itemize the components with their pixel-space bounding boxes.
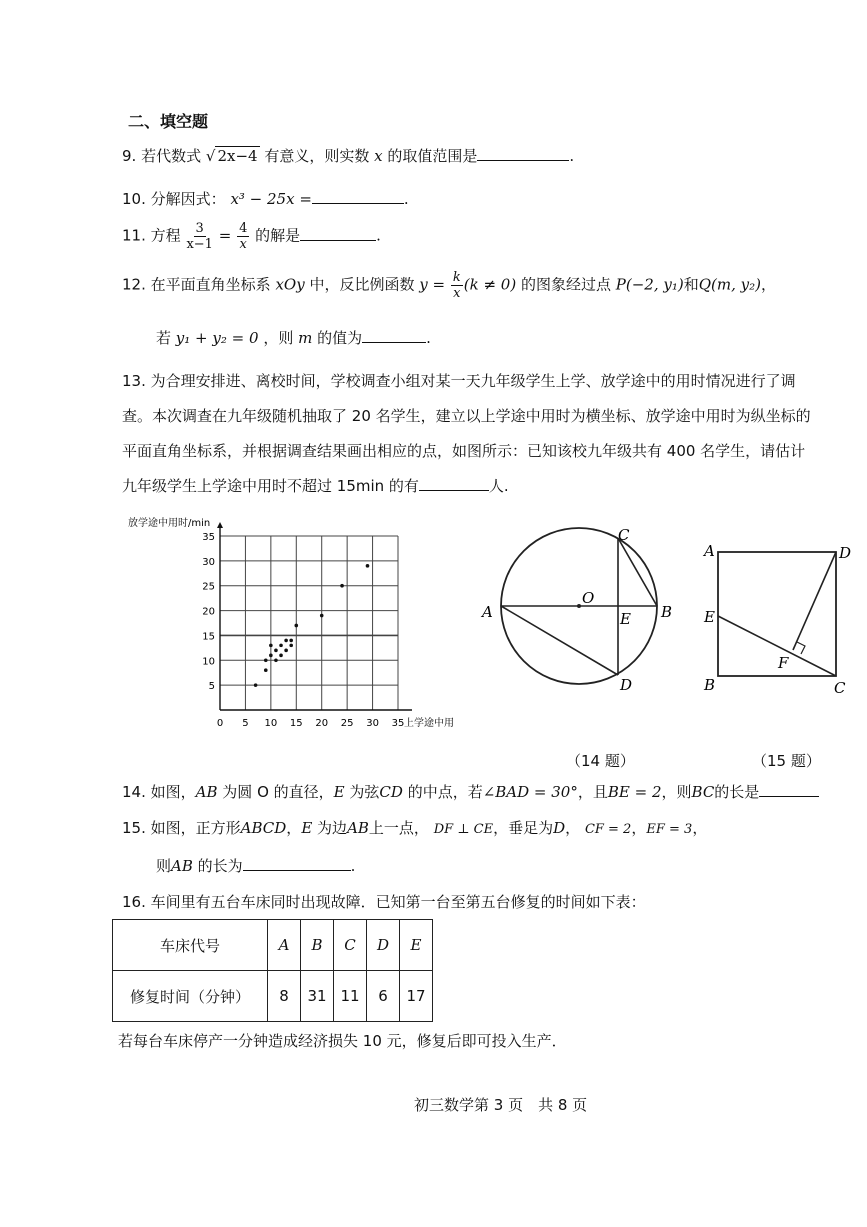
label-a: A <box>482 603 493 621</box>
data-point <box>274 658 278 662</box>
data-point <box>284 639 288 643</box>
label-f: F <box>778 654 789 672</box>
data-point <box>269 654 273 658</box>
label-e: E <box>704 608 715 626</box>
label-d: D <box>620 676 633 694</box>
question-16: 16. 车间里有五台车床同时出现故障．已知第一台至第五台修复的时间如下表： <box>122 893 646 911</box>
label-d: D <box>839 544 852 562</box>
question-13-line4: 九年级学生上学途中用时不超过 15min 的有 人. <box>122 477 509 495</box>
data-point <box>340 584 344 588</box>
label-b: B <box>704 676 716 694</box>
question-9: 9. 若代数式 √ 2x−4 有意义，则实数 x 的取值范围是 . <box>122 147 575 165</box>
caption-14: （14 题） <box>566 752 635 770</box>
table-cell: B <box>301 920 334 971</box>
data-point <box>289 639 293 643</box>
x-tick-label: 5 <box>242 718 249 729</box>
x-tick-label: 30 <box>366 718 379 729</box>
question-15: 15. 如图，正方形ABCD，E 为边AB上一点， DF ⊥ CE，垂足为D， CF = 2，EF = 3， <box>122 819 708 837</box>
data-point <box>264 658 268 662</box>
data-point <box>289 644 293 648</box>
question-12-line2: 若 y₁ + y₂ = 0 ，则 m 的值为 . <box>156 329 431 347</box>
x-tick-label: 10 <box>264 718 278 729</box>
x-tick-label: 15 <box>289 718 303 729</box>
y-tick-label: 10 <box>202 656 215 668</box>
table-cell: C <box>334 920 367 971</box>
answer-blank-9[interactable] <box>477 146 569 161</box>
answer-blank-10[interactable] <box>312 189 404 204</box>
data-point <box>279 644 283 648</box>
question-13-line3: 平面直角坐标系，并根据调查结果画出相应的点，如图所示：已知该校九年级共有 400 名学生，请估计 <box>122 442 806 460</box>
scatter-chart <box>120 510 460 740</box>
question-13-line1: 13. 为合理安排进、离校时间，学校调查小组对某一天九年级学生上学、放学途中的用时情况进行了调 <box>122 372 796 390</box>
data-point <box>264 668 268 672</box>
y-axis-label: 放学途中用时/min <box>128 518 211 529</box>
question-14: 14. 如图，AB 为圆 O 的直径，E 为弦CD 的中点，若∠BAD = 30°，且BE = 2，则BC的长是 <box>122 781 819 802</box>
table-cell: 6 <box>367 971 400 1022</box>
data-point <box>320 614 324 618</box>
question-11: 11. 方程 $\frac{3}{x-1}$ = $\frac{4}{x}$ 的解是 . <box>122 221 381 252</box>
table-row <box>113 971 433 1022</box>
table-cell: 11 <box>334 971 367 1022</box>
question-13-line2: 查。本次调查在九年级随机抽取了 20 名学生，建立以上学途中用时为横坐标、放学途中用时为纵坐标的 <box>122 407 811 425</box>
question-15-line2: 则AB 的长为 . <box>156 857 356 875</box>
x-tick-label: 25 <box>340 718 354 729</box>
data-point <box>279 654 283 658</box>
repair-time-table <box>112 919 433 1022</box>
answer-blank-11[interactable] <box>300 226 376 241</box>
y-tick-label: 15 <box>202 631 215 643</box>
label-b: B <box>661 603 673 621</box>
label-c: C <box>834 679 846 697</box>
y-tick-label: 35 <box>202 532 215 543</box>
x-tick-label: 20 <box>315 718 329 729</box>
answer-blank-12[interactable] <box>362 328 426 343</box>
data-point <box>366 564 370 568</box>
data-point <box>254 683 258 687</box>
label-a: A <box>704 542 715 560</box>
label-c: C <box>618 526 630 544</box>
y-axis-arrow <box>217 522 223 528</box>
y-tick-label: 30 <box>202 556 215 568</box>
table-cell: 17 <box>400 971 433 1022</box>
table-cell: D <box>367 920 400 971</box>
table-row-label: 修复时间（分钟） <box>113 971 268 1022</box>
figure-15-square <box>700 538 860 698</box>
table-header-label: 车床代号 <box>113 920 268 971</box>
data-point <box>274 649 278 653</box>
x-tick-label: 35 <box>391 718 405 729</box>
caption-15: （15 题） <box>752 752 821 770</box>
table-cell: A <box>268 920 301 971</box>
table-row <box>113 920 433 971</box>
section-title: 二、填空题 <box>128 112 209 131</box>
data-point <box>269 644 273 648</box>
question-16-note: 若每台车床停产一分钟造成经济损失 10 元，修复后即可投入生产． <box>118 1032 567 1050</box>
y-tick-label: 5 <box>208 681 215 693</box>
label-o: O <box>582 589 595 607</box>
data-point <box>294 624 298 628</box>
y-tick-label: 20 <box>202 606 215 618</box>
figure-14-circle <box>478 518 678 703</box>
answer-blank-14[interactable] <box>759 782 819 797</box>
data-point <box>284 649 288 653</box>
label-e: E <box>620 610 631 628</box>
table-cell: E <box>400 920 433 971</box>
x-tick-label: 0 <box>216 718 224 729</box>
x-axis-label: 上学途中用 <box>404 718 454 729</box>
table-cell: 8 <box>268 971 301 1022</box>
y-tick-label: 25 <box>202 581 215 593</box>
table-cell: 31 <box>301 971 334 1022</box>
question-10: 10. 分解因式： x³ − 25x = . <box>122 190 409 208</box>
answer-blank-15[interactable] <box>243 856 351 871</box>
question-12: 12. 在平面直角坐标系 xOy 中，反比例函数 y = $\frac{k}{x}$ (k ≠ 0) 的图象经过点 P(−2, y₁)和Q(m, y₂)， <box>122 270 776 301</box>
answer-blank-13[interactable] <box>419 476 489 491</box>
page-footer: 初三数学第 3 页 共 8 页 <box>414 1096 588 1114</box>
